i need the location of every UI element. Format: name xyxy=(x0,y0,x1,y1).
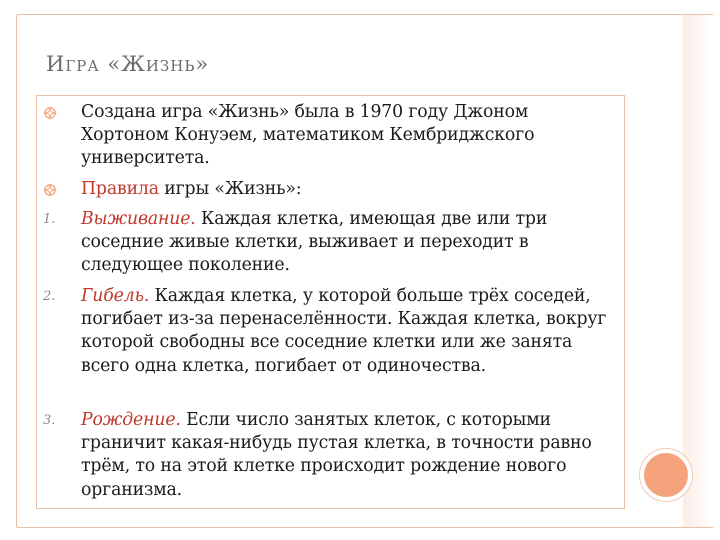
rules-text: игры «Жизнь»: xyxy=(158,179,302,199)
rule-text: Каждая клетка, у которой больше трёх соседей, погибает из-за перенаселённости. Каждая клетка, вокруг которой свободны все соседние клетки или же занята всего одна клетка, погибает от одиночества. xyxy=(81,286,607,376)
list-number: 2. xyxy=(43,289,56,304)
rules-highlight: Правила xyxy=(81,179,159,199)
list-number: 1. xyxy=(43,212,56,227)
bullet-icon xyxy=(43,183,57,197)
rule-name: Выживание. xyxy=(81,209,196,229)
rule-name: Рождение. xyxy=(81,410,181,430)
list-item-text xyxy=(81,178,621,201)
list-item-text: Создана игра «Жизнь» была в 1970 году Джоном Хортоном Конуэем, математиком Кембриджского университета. xyxy=(81,102,535,169)
list-item-text xyxy=(81,285,621,378)
slide-frame-edge xyxy=(683,14,713,528)
list-item-text xyxy=(81,208,621,278)
list-item-text xyxy=(81,409,621,502)
slide-title: Игра «Жизнь» xyxy=(46,52,210,76)
rule-text: Если число занятых клеток, с которыми граничит какая-нибудь пустая клетка, в точности равно трём, то на этой клетке происходит рождение нового организма. xyxy=(81,410,592,500)
rule-name: Гибель. xyxy=(81,286,150,306)
content-box xyxy=(36,95,625,509)
rule-text: Каждая клетка, имеющая две или три соседние живые клетки, выживает и переходит в следующее поколение. xyxy=(81,209,548,276)
list-number: 3. xyxy=(43,413,56,428)
bullet-icon xyxy=(43,106,57,120)
decorative-circle xyxy=(640,449,692,501)
